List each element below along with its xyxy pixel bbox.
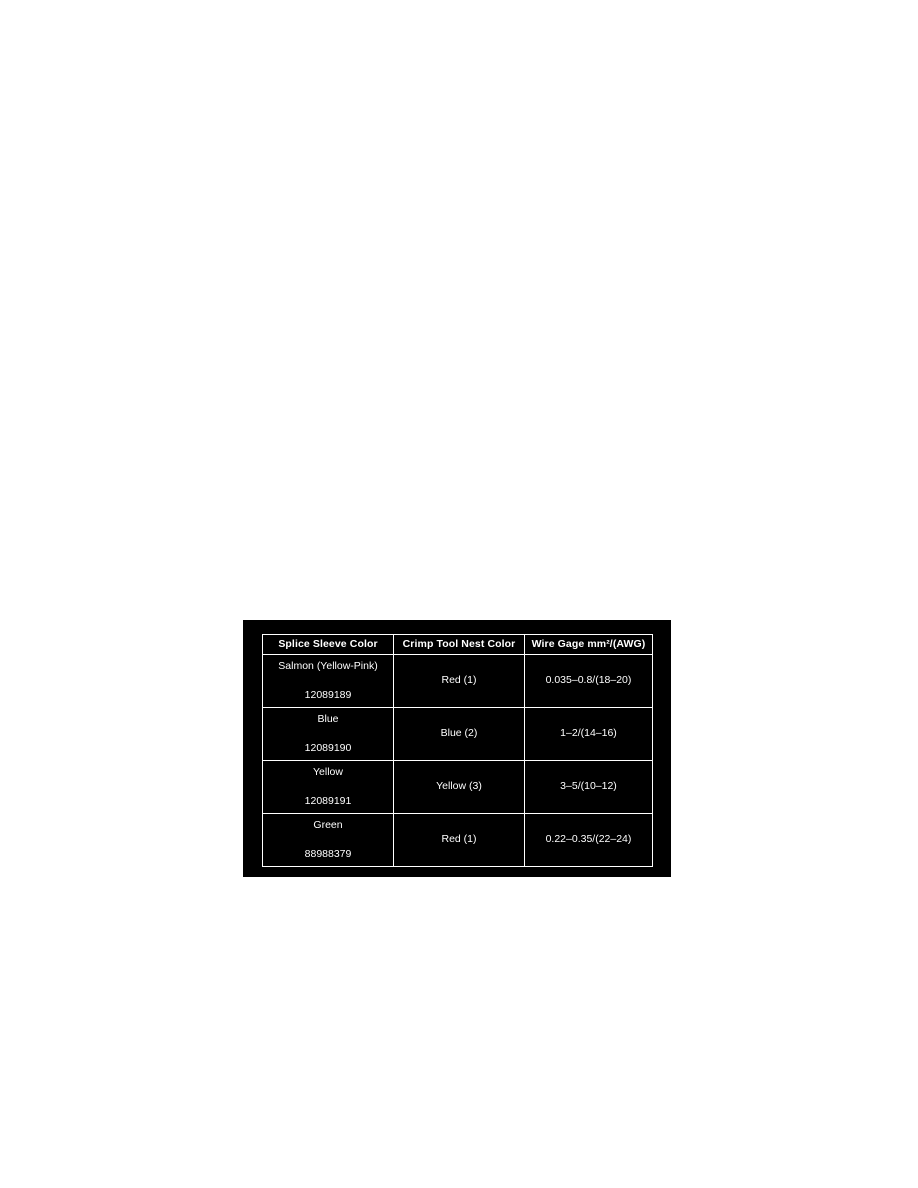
splice-sleeve-color-name: Salmon (Yellow-Pink) xyxy=(278,659,378,672)
splice-sleeve-color-name: Yellow xyxy=(313,765,343,778)
splice-sleeve-table-panel xyxy=(243,620,671,877)
cell-crimp-tool-nest-color: Blue (2) xyxy=(394,708,525,761)
cell-splice-sleeve-color xyxy=(263,761,394,814)
column-header-splice-sleeve-color: Splice Sleeve Color xyxy=(263,635,394,655)
column-header-crimp-tool-nest-color: Crimp Tool Nest Color xyxy=(394,635,525,655)
cell-wire-gage: 0.22–0.35/(22–24) xyxy=(525,814,653,867)
cell-crimp-tool-nest-color: Red (1) xyxy=(394,814,525,867)
splice-sleeve-part-number: 88988379 xyxy=(304,848,352,860)
table-row xyxy=(263,761,653,814)
splice-sleeve-color-name: Blue xyxy=(317,712,339,725)
splice-sleeve-specification-table xyxy=(262,634,653,867)
table-row xyxy=(263,814,653,867)
splice-sleeve-part-number: 12089190 xyxy=(304,742,352,754)
splice-sleeve-color-name: Green xyxy=(313,818,343,831)
cell-wire-gage: 3–5/(10–12) xyxy=(525,761,653,814)
cell-wire-gage: 1–2/(14–16) xyxy=(525,708,653,761)
cell-crimp-tool-nest-color: Yellow (3) xyxy=(394,761,525,814)
cell-splice-sleeve-color xyxy=(263,655,394,708)
cell-splice-sleeve-color xyxy=(263,708,394,761)
table-row xyxy=(263,655,653,708)
splice-sleeve-part-number: 12089189 xyxy=(304,689,352,701)
cell-wire-gage: 0.035–0.8/(18–20) xyxy=(525,655,653,708)
table-header-row xyxy=(263,635,653,655)
splice-sleeve-part-number: 12089191 xyxy=(304,795,352,807)
cell-crimp-tool-nest-color: Red (1) xyxy=(394,655,525,708)
table-row xyxy=(263,708,653,761)
cell-splice-sleeve-color xyxy=(263,814,394,867)
column-header-wire-gage: Wire Gage mm²/(AWG) xyxy=(525,635,653,655)
